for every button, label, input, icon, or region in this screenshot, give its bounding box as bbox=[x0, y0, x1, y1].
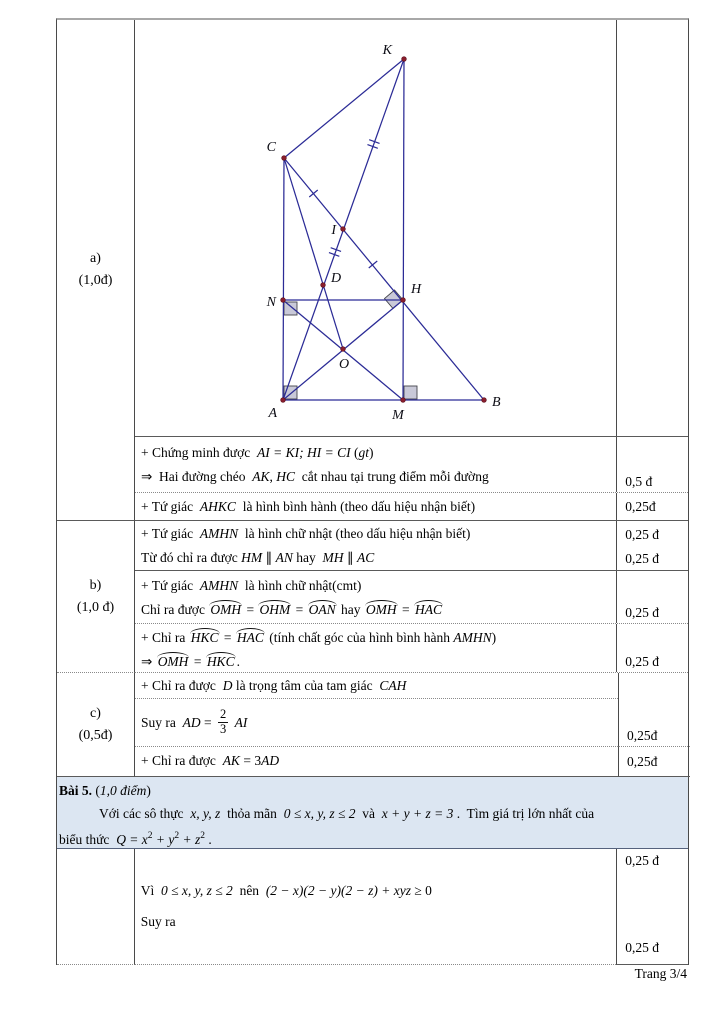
score-value: 0,25 đ bbox=[625, 654, 659, 669]
section-c-score-column bbox=[618, 673, 690, 777]
right-angle-mark bbox=[404, 386, 417, 399]
section-a bbox=[57, 20, 688, 521]
proof-line: + Tứ giác AHKC là hình bình hành (theo dấu hiệu nhận biết) bbox=[141, 499, 476, 514]
row-b2-text bbox=[135, 571, 616, 623]
section-b bbox=[57, 521, 688, 673]
row-c3-text bbox=[135, 747, 618, 777]
figure-point-C bbox=[282, 156, 287, 161]
figure-label-A: A bbox=[268, 406, 277, 421]
footer-page-number: Trang 3/4 bbox=[634, 966, 687, 981]
bai5-label-cell-empty bbox=[57, 849, 135, 965]
proof-line: + Chứng minh được AI = KI; HI = CI (gt) bbox=[141, 445, 374, 460]
figure-label-I: I bbox=[331, 223, 336, 238]
row-c1-text bbox=[135, 673, 618, 699]
score-cell-merged bbox=[618, 673, 690, 747]
angle-hat: HAC bbox=[236, 630, 264, 645]
row-b1-text bbox=[135, 521, 616, 570]
section-a-label-cell bbox=[57, 20, 135, 521]
figure-point-O bbox=[341, 347, 346, 352]
proof-line: ⇒ OMH = HKC . bbox=[141, 654, 240, 669]
section-c-label-cell bbox=[57, 673, 135, 777]
section-a-label: a) bbox=[90, 251, 101, 266]
score-cell bbox=[618, 747, 690, 777]
figure-label-O: O bbox=[338, 357, 350, 372]
figure-segment-KM bbox=[403, 59, 404, 400]
score-value: 0,25đ bbox=[625, 498, 656, 514]
score-value: 0,25đ bbox=[627, 753, 658, 769]
proof-line: Chỉ ra được OMH = OHM = OAN hay OMH = HAC bbox=[141, 602, 442, 617]
row-b1 bbox=[135, 521, 688, 571]
proof-line: Suy ra AD = $\frac{2}{3}$ AI bbox=[141, 707, 248, 736]
figure-point-I bbox=[341, 227, 346, 232]
figure-segment-AC bbox=[283, 158, 284, 400]
row-a-proof1-text bbox=[135, 437, 616, 492]
figure-point-K bbox=[402, 57, 407, 62]
angle-hat: OMH bbox=[210, 602, 242, 617]
proof-line: + Chỉ ra HKC = HAC (tính chất góc của hình bình hành AMHN) bbox=[141, 630, 497, 645]
score-cell bbox=[616, 493, 688, 520]
score-cell bbox=[616, 624, 688, 672]
bai5-solution-text bbox=[135, 849, 616, 965]
score-cell bbox=[616, 849, 688, 965]
angle-hat: HKC bbox=[190, 630, 219, 645]
section-b-label: b) bbox=[89, 577, 102, 593]
bai5-solution-row bbox=[57, 849, 688, 965]
score-value: 0,25 đ bbox=[625, 527, 659, 542]
score-value: 0,5 đ bbox=[625, 474, 653, 489]
angle-hat: HAC bbox=[414, 602, 442, 617]
figure-point-M bbox=[401, 398, 406, 403]
figure-point-N bbox=[281, 298, 286, 303]
figure-label-C: C bbox=[266, 140, 276, 155]
figure-point-H bbox=[401, 298, 406, 303]
right-angle-mark bbox=[284, 302, 297, 315]
row-c2-text bbox=[135, 699, 618, 747]
figure-row bbox=[135, 20, 688, 437]
figure-score-cell bbox=[616, 20, 688, 436]
proof-line: Suy ra bbox=[140, 914, 176, 929]
figure-point-A bbox=[281, 398, 286, 403]
row-a-proof2-text bbox=[135, 493, 616, 520]
row-b3 bbox=[135, 624, 688, 673]
proof-line: + Tứ giác AMHN là hình chữ nhật (theo dấu hiệu nhận biết) bbox=[141, 526, 471, 541]
score-cell bbox=[616, 571, 688, 623]
proof-line: + Tứ giác AMHN là hình chữ nhật(cmt) bbox=[141, 578, 362, 593]
angle-hat: HKC bbox=[206, 654, 235, 669]
figure-segment-CO bbox=[284, 158, 343, 349]
score-value: 0,25đ bbox=[627, 728, 658, 743]
figure-label-H: H bbox=[411, 282, 422, 297]
bai5-problem-block bbox=[57, 777, 688, 849]
bai5-statement-line: Với các sô thực x, y, z thỏa mãn 0 ≤ x, y, z ≤ 2 và x + y + z = 3 . Tìm giá trị lớn nhất của bbox=[99, 806, 595, 821]
section-c-label: c) bbox=[90, 705, 101, 721]
figure-point-B bbox=[482, 398, 487, 403]
section-a-points: (1,0đ) bbox=[78, 273, 113, 288]
section-c bbox=[57, 673, 688, 777]
geometry-figure bbox=[141, 20, 616, 436]
score-value: 0,25 đ bbox=[625, 551, 659, 566]
row-b3-text bbox=[135, 624, 616, 672]
figure-label-M: M bbox=[392, 408, 404, 423]
score-cell bbox=[616, 521, 688, 570]
score-value: 0,25 đ bbox=[625, 853, 659, 868]
proof-line: Từ đó chỉ ra được HM ∥ AN hay MH ∥ AC bbox=[141, 550, 375, 565]
figure-point-D bbox=[321, 283, 326, 288]
figure-segment-CB bbox=[284, 158, 484, 400]
figure-label-K: K bbox=[382, 43, 392, 58]
section-b-points: (1,0 đ) bbox=[76, 599, 115, 615]
geometry-figure-cell bbox=[135, 20, 616, 436]
section-c-mid-column bbox=[135, 673, 618, 777]
row-b2 bbox=[135, 571, 688, 624]
score-cell bbox=[616, 437, 688, 492]
angle-hat: OAN bbox=[308, 602, 336, 617]
proof-line: + Chỉ ra được AK = 3AD bbox=[141, 753, 280, 768]
figure-label-N: N bbox=[266, 295, 276, 310]
fraction: $\frac{2}{3}$ bbox=[220, 707, 227, 736]
score-value: 0,25 đ bbox=[625, 940, 659, 955]
bai5-statement-line: biểu thức $Q = x^2 + y^2 + z^2$ . bbox=[59, 831, 212, 847]
row-a-proof2 bbox=[135, 493, 688, 521]
figure-label-B: B bbox=[492, 395, 501, 410]
row-a-proof1 bbox=[135, 437, 688, 493]
answer-table bbox=[56, 18, 689, 965]
proof-line: ⇒ Hai đường chéo AK, HC cắt nhau tại trung điểm mỗi đường bbox=[141, 469, 489, 484]
angle-hat: OHM bbox=[259, 602, 291, 617]
angle-hat: OMH bbox=[157, 654, 189, 669]
proof-line: + Chỉ ra được D là trọng tâm của tam giác CAH bbox=[141, 678, 407, 693]
score-value: 0,25 đ bbox=[625, 605, 659, 620]
angle-hat: OMH bbox=[365, 602, 397, 617]
section-b-label-cell bbox=[57, 521, 135, 673]
figure-label-D: D bbox=[331, 271, 342, 286]
bai5-title: Bài 5. (1,0 điểm) bbox=[59, 783, 151, 798]
section-c-points: (0,5đ) bbox=[78, 727, 113, 743]
proof-line: Vì 0 ≤ x, y, z ≤ 2 nên (2 − x)(2 − y)(2 − z) + xyz ≥ 0 bbox=[140, 883, 432, 898]
